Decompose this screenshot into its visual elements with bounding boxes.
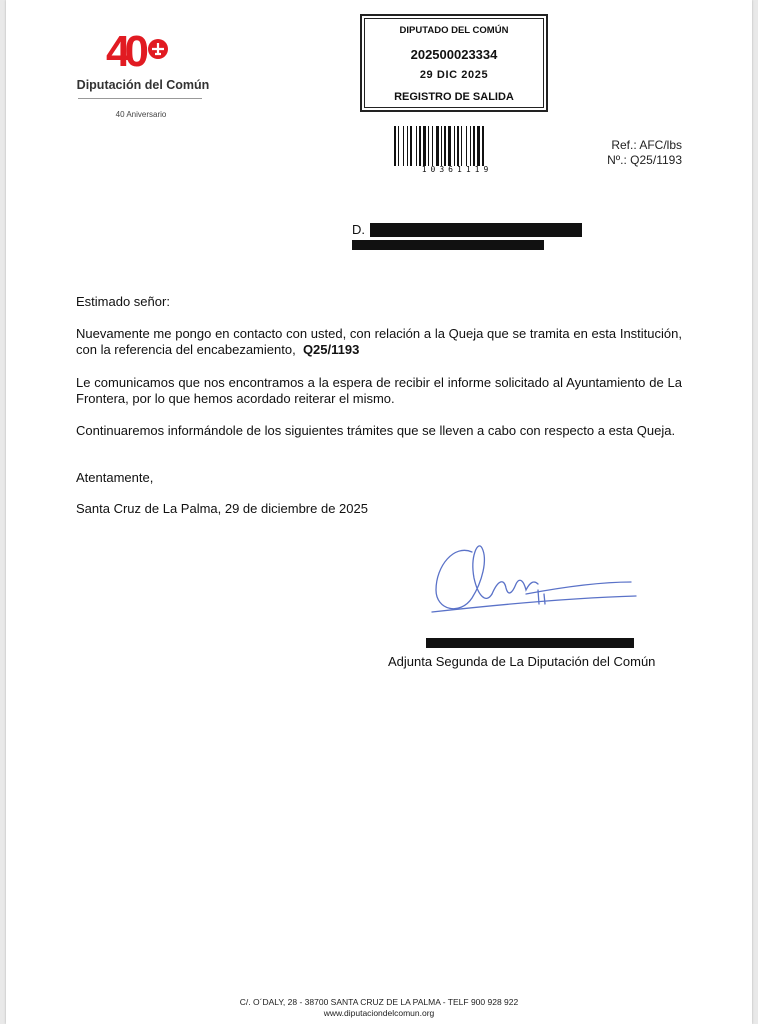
barcode-bar: [444, 126, 446, 166]
barcode-bar: [473, 126, 475, 166]
barcode-bar: [428, 126, 429, 166]
footer: [6, 997, 752, 1019]
complaint-reference: Q25/1193: [302, 342, 360, 357]
stamp-date: 29 DIC 2025: [419, 69, 489, 81]
logo-divider: [78, 98, 202, 99]
stamp-number: 202500023334: [410, 47, 498, 62]
barcode-bar: [466, 126, 467, 166]
footer-address: C/. O´DALY, 28 - 38700 SANTA CRUZ DE LA PALMA - TELF 900 928 922: [239, 997, 519, 1007]
registry-stamp: [360, 14, 548, 112]
paragraph-1: [76, 326, 682, 358]
barcode-bar: [419, 126, 421, 166]
logo-subtitle: 40 Aniversario: [115, 110, 167, 119]
footer-website: www.diputaciondelcomun.org: [323, 1008, 435, 1018]
barcode-bar: [454, 126, 455, 166]
letter-page: [6, 0, 752, 1024]
stamp-title: DIPUTADO DEL COMÚN: [399, 25, 509, 36]
barcode-bar: [423, 126, 426, 166]
barcode-bar: [407, 126, 408, 166]
barcode-bar: [416, 126, 417, 166]
recipient-address-redaction: [352, 240, 544, 250]
recipient-prefix: D.: [352, 222, 365, 237]
reference-block: [607, 138, 682, 168]
logo-mark: [106, 28, 176, 70]
closing: Atentamente,: [76, 470, 154, 485]
barcode-bar: [441, 126, 442, 166]
barcode-bar: [482, 126, 484, 166]
paragraph-2: Le comunicamos que nos encontramos a la espera de recibir el informe solicitado al Ayuntamiento de La Frontera, por lo que hemos acordado reiterar el mismo.: [76, 375, 682, 406]
signer-role: Adjunta Segunda de La Diputación del Común: [388, 654, 656, 669]
logo-name: Diputación del Común: [76, 78, 210, 92]
barcode-bar: [394, 126, 396, 166]
stamp-label: REGISTRO DE SALIDA: [394, 91, 514, 103]
barcode-bar: [436, 126, 439, 166]
barcode-number: 10361119: [421, 165, 493, 174]
paragraph-3: Continuaremos informándole de los siguientes trámites que se lleven a cabo con respecto a esta Queja.: [76, 423, 676, 438]
barcode-bar: [398, 126, 399, 166]
barcode-bar: [477, 126, 480, 166]
logo-number: 40: [106, 28, 143, 70]
paragraph-1-text: Nuevamente me pongo en contacto con usted, con relación a la Queja que se tramita en esta Institución, con la referencia del encabezamiento,: [76, 326, 682, 357]
barcode-bar: [461, 126, 462, 166]
barcode: [394, 126, 520, 166]
reference-number: Nº.: Q25/1193: [607, 153, 682, 167]
barcode-bar: [448, 126, 451, 166]
barcode-bar: [457, 126, 459, 166]
signer-name-redaction: [426, 638, 634, 648]
recipient-name-redaction: [370, 223, 582, 237]
greeting: Estimado señor:: [76, 294, 170, 309]
barcode-bar: [432, 126, 433, 166]
barcode-bar: [470, 126, 471, 166]
handwritten-signature: [426, 532, 641, 622]
reference-ref: Ref.: AFC/lbs: [611, 138, 682, 152]
barcode-bar: [403, 126, 404, 166]
place-date: Santa Cruz de La Palma, 29 de diciembre de 2025: [76, 501, 368, 516]
barcode-bar: [410, 126, 412, 166]
